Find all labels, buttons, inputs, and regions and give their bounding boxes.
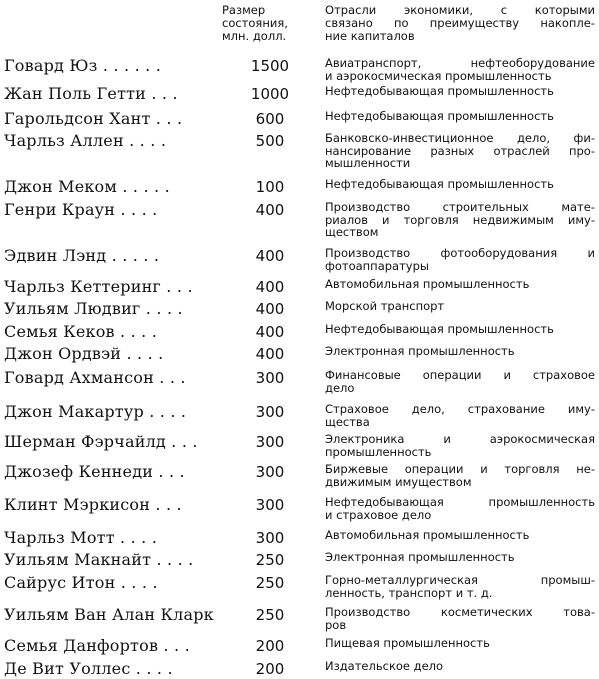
wealth-value: 200 bbox=[255, 660, 285, 678]
sector-description bbox=[325, 606, 595, 631]
person-name: Семья Кеков . . . . bbox=[4, 322, 158, 341]
sector-description bbox=[325, 496, 595, 521]
sector-line: Автомобильная промышленность bbox=[325, 528, 530, 542]
sector-line: промышленность bbox=[325, 444, 432, 459]
person-name: Уильям Макнайт . . . . bbox=[4, 550, 194, 569]
sector-line: Нефтедобывающая промышленность bbox=[325, 177, 554, 191]
sector-line: Страховое дело, страхование иму- bbox=[325, 402, 595, 416]
sector-line: дело bbox=[325, 380, 355, 395]
sector-description bbox=[325, 637, 595, 650]
wealth-value: 300 bbox=[255, 529, 285, 547]
sector-line: Авиатранспорт, нефтеоборудование bbox=[325, 56, 595, 70]
sector-description bbox=[325, 85, 595, 98]
wealth-value: 400 bbox=[255, 247, 285, 265]
sector-line: Нефтедобывающая промышленность bbox=[325, 322, 554, 336]
sector-line: Нефтедобывающая промышленность bbox=[325, 84, 554, 98]
sector-line: Производство строительных мате- bbox=[325, 200, 595, 214]
sector-line: нансирование разных отраслей про- bbox=[325, 143, 595, 158]
header-size-line: состояния, bbox=[222, 16, 288, 30]
sector-line: фотоаппаратуры bbox=[325, 258, 429, 273]
sector-line: Морской транспорт bbox=[325, 299, 445, 313]
wealth-value: 400 bbox=[255, 201, 285, 219]
wealth-value: 1000 bbox=[250, 85, 290, 103]
sector-description bbox=[325, 323, 595, 336]
sector-line: Автомобильная промышленность bbox=[325, 277, 530, 291]
sector-line: Нефтедобывающая промышленность bbox=[325, 495, 595, 509]
wealth-value: 500 bbox=[255, 132, 285, 150]
person-name: Уильям Ван Алан Кларк bbox=[4, 605, 214, 624]
sector-description bbox=[325, 369, 595, 394]
header-size-line: Размер bbox=[222, 3, 266, 17]
sector-line: риалов и торговля недвижимым иму- bbox=[325, 212, 595, 227]
person-name: Джон Макартур . . . . bbox=[4, 402, 187, 421]
person-name: Джон Ордвэй . . . . bbox=[4, 344, 164, 363]
wealth-value: 400 bbox=[255, 323, 285, 341]
wealth-value: 300 bbox=[255, 369, 285, 387]
person-name: Сайрус Итон . . . . bbox=[4, 573, 158, 592]
sector-line: Электронная промышленность bbox=[325, 344, 515, 358]
header-size bbox=[222, 4, 314, 43]
wealth-value: 1500 bbox=[250, 57, 290, 75]
sector-description bbox=[325, 463, 595, 488]
sector-line: Пищевая промышленность bbox=[325, 636, 490, 650]
sector-description bbox=[325, 178, 595, 191]
wealth-value: 200 bbox=[255, 637, 285, 655]
wealth-value: 600 bbox=[255, 110, 285, 128]
sector-description bbox=[325, 433, 595, 458]
person-name: Семья Данфортов . . . bbox=[4, 636, 190, 655]
sector-description bbox=[325, 529, 595, 542]
sector-line: Издательское дело bbox=[325, 659, 444, 673]
person-name: Чарльз Кеттеринг . . . bbox=[4, 277, 193, 296]
sector-line: Биржевые операции и торговля не- bbox=[325, 462, 595, 476]
header-sector-line: ние капиталов bbox=[325, 29, 415, 43]
header-sector-line: связано по преимуществу накопле- bbox=[325, 16, 595, 30]
sector-description bbox=[325, 110, 595, 123]
sector-line: движимым имуществом bbox=[325, 474, 472, 489]
sector-description bbox=[325, 300, 595, 313]
wealth-value: 400 bbox=[255, 345, 285, 363]
wealth-value: 400 bbox=[255, 300, 285, 318]
wealth-value: 400 bbox=[255, 278, 285, 296]
person-name: Чарльз Мотт . . . . bbox=[4, 528, 158, 547]
wealth-value: 300 bbox=[255, 433, 285, 451]
sector-line: Электронная промышленность bbox=[325, 550, 515, 564]
sector-line: Электроника и аэрокосмическая bbox=[325, 432, 595, 446]
sector-description bbox=[325, 660, 595, 673]
wealth-value: 250 bbox=[255, 606, 285, 624]
person-name: Клинт Мэркисон . . . bbox=[4, 495, 182, 514]
sector-line: Банковско-инвестиционное дело, фи- bbox=[325, 131, 595, 145]
wealth-value: 300 bbox=[255, 403, 285, 421]
header-sector bbox=[325, 4, 595, 43]
person-name: Шерман Фэрчайлд . . . bbox=[4, 432, 198, 451]
sector-line: Нефтедобывающая промышленность bbox=[325, 109, 554, 123]
person-name: Говард Ахмансон . . . bbox=[4, 368, 186, 387]
wealth-value: 300 bbox=[255, 496, 285, 514]
person-name: Говард Юз . . . . . . bbox=[4, 56, 162, 75]
sector-description bbox=[325, 574, 595, 599]
sector-line: ленность, транспорт и т. д. bbox=[325, 585, 493, 600]
sector-line: ров bbox=[325, 617, 347, 632]
sector-line: щества bbox=[325, 414, 370, 429]
person-name: Уильям Людвиг . . . . bbox=[4, 299, 183, 318]
sector-line: Производство фотооборудования и bbox=[325, 246, 595, 260]
sector-line: и страховое дело bbox=[325, 507, 432, 522]
sector-description bbox=[325, 403, 595, 428]
sector-description bbox=[325, 247, 595, 272]
sector-line: Горно-металлургическая промыш- bbox=[325, 573, 595, 587]
person-name: Джозеф Кеннеди . . . bbox=[4, 462, 185, 481]
person-name: Генри Краун . . . . bbox=[4, 200, 158, 219]
sector-line: и аэрокосмическая промышленность bbox=[325, 68, 552, 83]
header-size-line: млн. долл. bbox=[222, 29, 287, 43]
sector-line: Производство косметических това- bbox=[325, 605, 595, 619]
sector-description bbox=[325, 278, 595, 291]
sector-line: мышленности bbox=[325, 156, 411, 170]
person-name: Чарльз Аллен . . . . bbox=[4, 131, 167, 150]
wealth-value: 250 bbox=[255, 551, 285, 569]
person-name: Гарольдсон Хант . . . bbox=[4, 109, 183, 128]
person-name: Джон Меком . . . . . bbox=[4, 177, 170, 196]
sector-description bbox=[325, 551, 595, 564]
person-name: Жан Поль Гетти . . . bbox=[4, 84, 178, 103]
sector-description bbox=[325, 132, 595, 170]
wealth-value: 300 bbox=[255, 463, 285, 481]
wealth-value: 250 bbox=[255, 574, 285, 592]
header-sector-line: Отрасли экономики, с которыми bbox=[325, 3, 595, 17]
wealth-value: 100 bbox=[255, 178, 285, 196]
sector-description bbox=[325, 201, 595, 239]
person-name: Де Вит Уоллес . . . . bbox=[4, 659, 173, 678]
sector-description bbox=[325, 57, 595, 82]
person-name: Эдвин Лэнд . . . . . bbox=[4, 246, 160, 265]
sector-description bbox=[325, 345, 595, 358]
sector-line: Финансовые операции и страховое bbox=[325, 368, 595, 382]
sector-line: ществом bbox=[325, 225, 379, 239]
